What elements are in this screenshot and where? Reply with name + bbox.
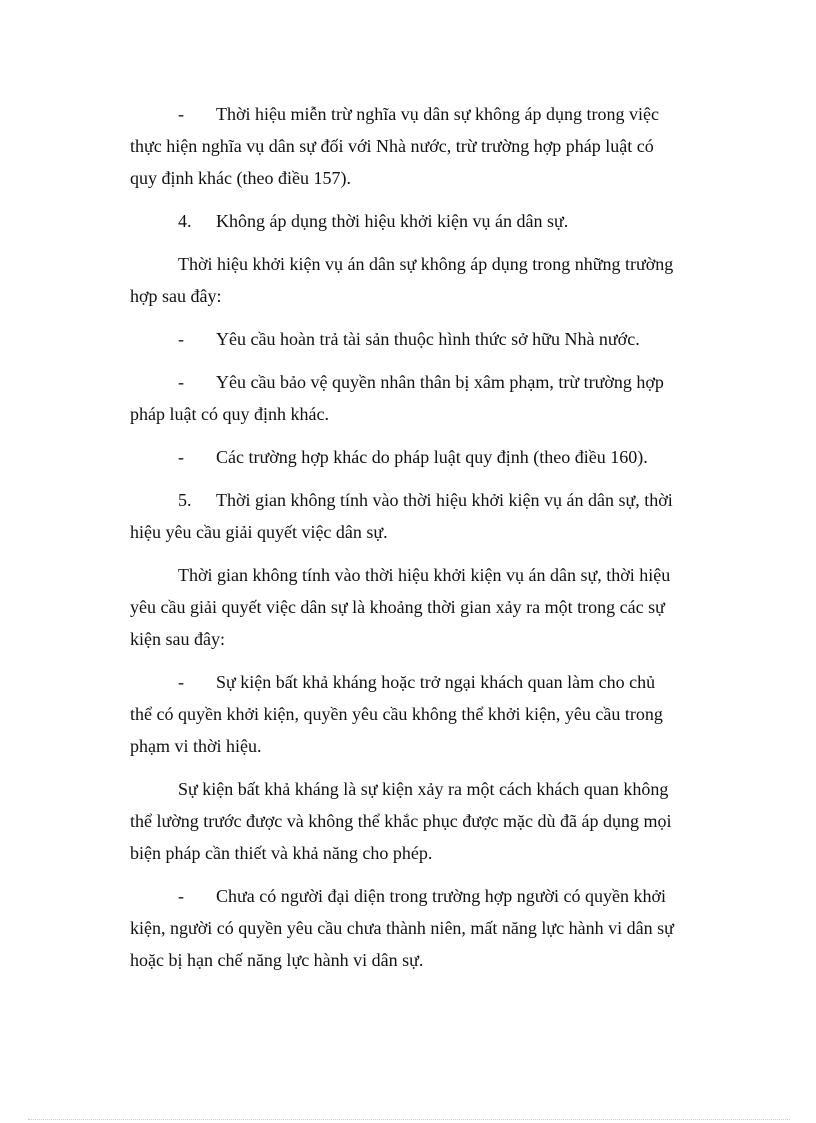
heading-5-time-not-counted — [130, 484, 675, 548]
paragraph-exemption-state — [130, 98, 675, 194]
dash-marker: - — [178, 886, 184, 906]
number-marker: 4. — [178, 211, 192, 231]
dash-marker: - — [178, 447, 184, 467]
paragraph-cases-intro — [130, 248, 675, 312]
dash-marker: - — [178, 372, 184, 392]
paragraph-text: Yêu cầu bảo vệ quyền nhân thân bị xâm phạm, trừ trường hợp pháp luật có quy định khác. — [130, 372, 664, 424]
paragraph-text: Sự kiện bất khả kháng là sự kiện xảy ra một cách khách quan không thể lường trước được và không thể khắc phục được mặc dù đã áp dụng mọi biện pháp cần thiết và khả năng cho phép. — [130, 779, 672, 863]
number-marker: 5. — [178, 490, 192, 510]
heading-text: Không áp dụng thời hiệu khởi kiện vụ án dân sự. — [216, 211, 569, 231]
paragraph-text: Thời gian không tính vào thời hiệu khởi kiện vụ án dân sự, thời hiệu yêu cầu giải quyết việc dân sự là khoảng thời gian xảy ra một trong các sự kiện sau đây: — [130, 565, 671, 649]
heading-4-not-applied — [130, 205, 675, 237]
paragraph-text: Sự kiện bất khả kháng hoặc trở ngại khách quan làm cho chủ thể có quyền khởi kiện, quyền yêu cầu không thể khởi kiện, yêu cầu trong phạm vi thời hiệu. — [130, 672, 663, 756]
paragraph-force-majeure-definition — [130, 773, 675, 869]
bullet-state-property — [130, 323, 675, 355]
dash-marker: - — [178, 104, 184, 124]
paragraph-text: Yêu cầu hoàn trả tài sản thuộc hình thức sở hữu Nhà nước. — [216, 329, 640, 349]
bullet-no-representative — [130, 880, 675, 976]
page-bottom-divider — [28, 1119, 790, 1120]
bullet-other-cases — [130, 441, 675, 473]
document-page — [130, 98, 675, 987]
paragraph-time-definition — [130, 559, 675, 655]
dash-marker: - — [178, 329, 184, 349]
bullet-force-majeure — [130, 666, 675, 762]
dash-marker: - — [178, 672, 184, 692]
bullet-personal-rights — [130, 366, 675, 430]
paragraph-text: Thời hiệu miễn trừ nghĩa vụ dân sự không áp dụng trong việc thực hiện nghĩa vụ dân sự đối với Nhà nước, trừ trường hợp pháp luật có quy định khác (theo điều 157). — [130, 104, 659, 188]
paragraph-text: Chưa có người đại diện trong trường hợp người có quyền khởi kiện, người có quyền yêu cầu chưa thành niên, mất năng lực hành vi dân sự hoặc bị hạn chế năng lực hành vi dân sự. — [130, 886, 674, 970]
paragraph-text: Các trường hợp khác do pháp luật quy định (theo điều 160). — [216, 447, 648, 467]
paragraph-text: Thời hiệu khởi kiện vụ án dân sự không áp dụng trong những trường hợp sau đây: — [130, 254, 674, 306]
heading-text: Thời gian không tính vào thời hiệu khởi kiện vụ án dân sự, thời hiệu yêu cầu giải quyết việc dân sự. — [130, 490, 673, 542]
